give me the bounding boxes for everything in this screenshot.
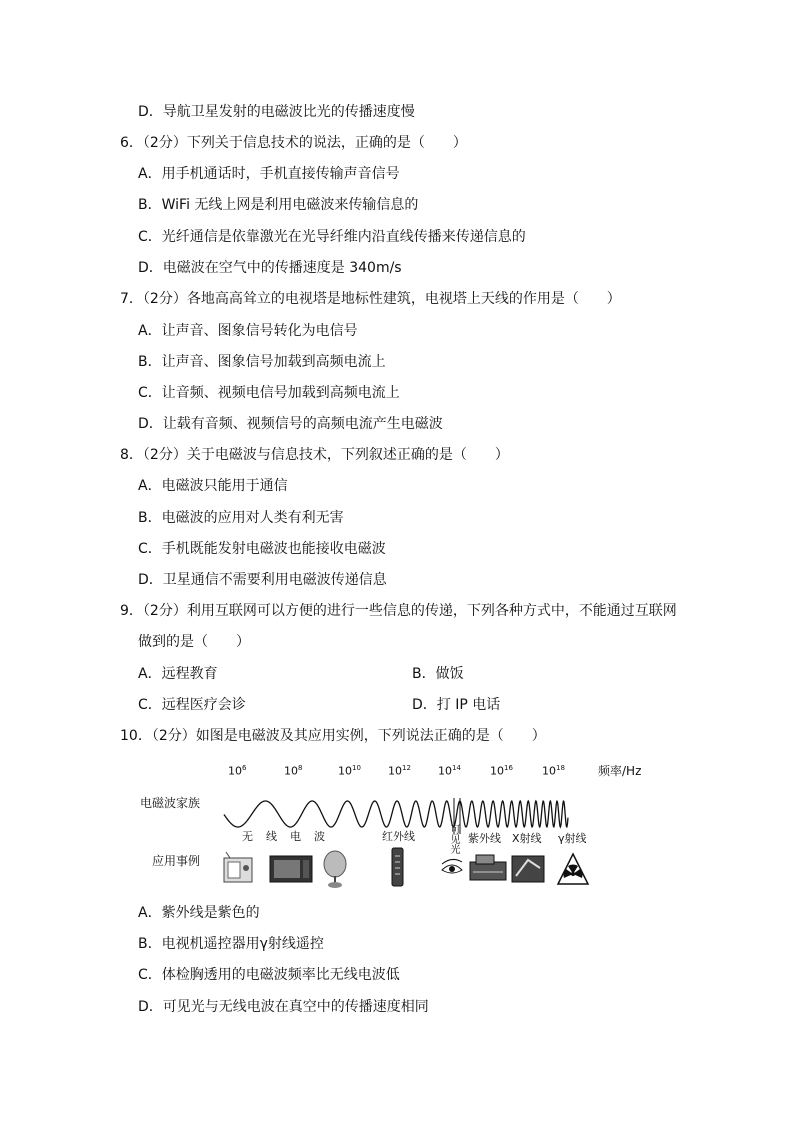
freq-unit-label: 频率/Hz	[598, 764, 642, 778]
q10-option-c[interactable]: C．体检胸透用的电磁波频率比无线电波低	[138, 967, 400, 983]
uv-sterilizer-icon	[470, 855, 506, 880]
freq-tick-label: $10^{18}$	[542, 764, 565, 778]
band-visible: 可见光	[448, 824, 459, 854]
row-label-examples: 应用事例	[152, 854, 201, 868]
band-gamma: γ射线	[558, 832, 587, 845]
freq-tick-label: $10^{10}$	[338, 764, 361, 778]
q8-option-b[interactable]: B．电磁波的应用对人类有利无害	[138, 510, 344, 526]
radio-icon	[224, 852, 252, 882]
row-label-family: 电磁波家族	[140, 796, 201, 810]
band-radio: 无 线 电 波	[242, 830, 326, 843]
q10-option-a[interactable]: A．紫外线是紫色的	[138, 905, 260, 921]
q8-option-a[interactable]: A．电磁波只能用于通信	[138, 478, 288, 494]
q7-option-d[interactable]: D．让载有音频、视频信号的高频电流产生电磁波	[138, 416, 443, 432]
em-wave	[224, 801, 568, 827]
q6-option-d[interactable]: D．电磁波在空气中的传播速度是 340m/s	[138, 260, 402, 276]
q9-option-c[interactable]: C．远程医疗会诊	[138, 697, 246, 713]
q7-option-c[interactable]: C．让音频、视频电信号加载到高频电流上	[138, 385, 400, 401]
q10-stem: 10．（2分）如图是电磁波及其应用实例，下列说法正确的是（ ）	[120, 728, 546, 744]
q8-stem: 8．（2分）关于电磁波与信息技术，下列叙述正确的是（ ）	[120, 447, 509, 463]
q9-stem-line2: 做到的是（ ）	[138, 634, 250, 650]
q6-option-b[interactable]: B．WiFi 无线上网是利用电磁波来传输信息的	[138, 197, 419, 213]
q5-option-d: D．导航卫星发射的电磁波比光的传播速度慢	[138, 104, 415, 120]
q6-option-a[interactable]: A．用手机通话时，手机直接传输声音信号	[138, 166, 400, 182]
q7-option-b[interactable]: B．让声音、图象信号加载到高频电流上	[138, 354, 386, 370]
freq-tick-label: $10^{12}$	[388, 764, 411, 778]
q9-option-b[interactable]: B．做饭	[412, 666, 464, 682]
q6-stem: 6．（2分）下列关于信息技术的说法，正确的是（ ）	[120, 135, 467, 151]
band-xray: X射线	[512, 832, 542, 845]
satellite-dish-icon	[324, 851, 346, 888]
q8-option-d[interactable]: D．卫星通信不需要利用电磁波传递信息	[138, 572, 387, 588]
radiation-warning-icon	[558, 854, 588, 884]
q9-option-d[interactable]: D．打 IP 电话	[412, 697, 501, 713]
q10-option-d[interactable]: D．可见光与无线电波在真空中的传播速度相同	[138, 999, 429, 1015]
x-ray-film-icon	[512, 856, 544, 882]
freq-tick-label: $10^6$	[228, 764, 247, 778]
microwave-oven-icon	[270, 856, 312, 882]
q8-option-c[interactable]: C．手机既能发射电磁波也能接收电磁波	[138, 541, 386, 557]
q10-option-b[interactable]: B．电视机遥控器用γ射线遥控	[138, 936, 324, 952]
freq-tick-label: $10^8$	[284, 764, 303, 778]
eye-icon	[442, 859, 462, 873]
remote-control-icon	[392, 848, 403, 886]
q9-option-a[interactable]: A．远程教育	[138, 666, 218, 682]
band-uv: 紫外线	[468, 832, 501, 845]
q6-option-c[interactable]: C．光纤通信是依靠激光在光导纤维内沿直线传播来传递信息的	[138, 229, 526, 245]
band-infrared: 红外线	[382, 830, 415, 843]
freq-tick-label: $10^{14}$	[438, 764, 461, 778]
em-spectrum-figure	[130, 752, 650, 892]
q7-option-a[interactable]: A．让声音、图象信号转化为电信号	[138, 323, 358, 339]
freq-tick-label: $10^{16}$	[490, 764, 513, 778]
q7-stem: 7．（2分）各地高高耸立的电视塔是地标性建筑，电视塔上天线的作用是（ ）	[120, 291, 621, 307]
q9-stem-line1: 9．（2分）利用互联网可以方便的进行一些信息的传递，下列各种方式中，不能通过互联网	[120, 603, 677, 619]
